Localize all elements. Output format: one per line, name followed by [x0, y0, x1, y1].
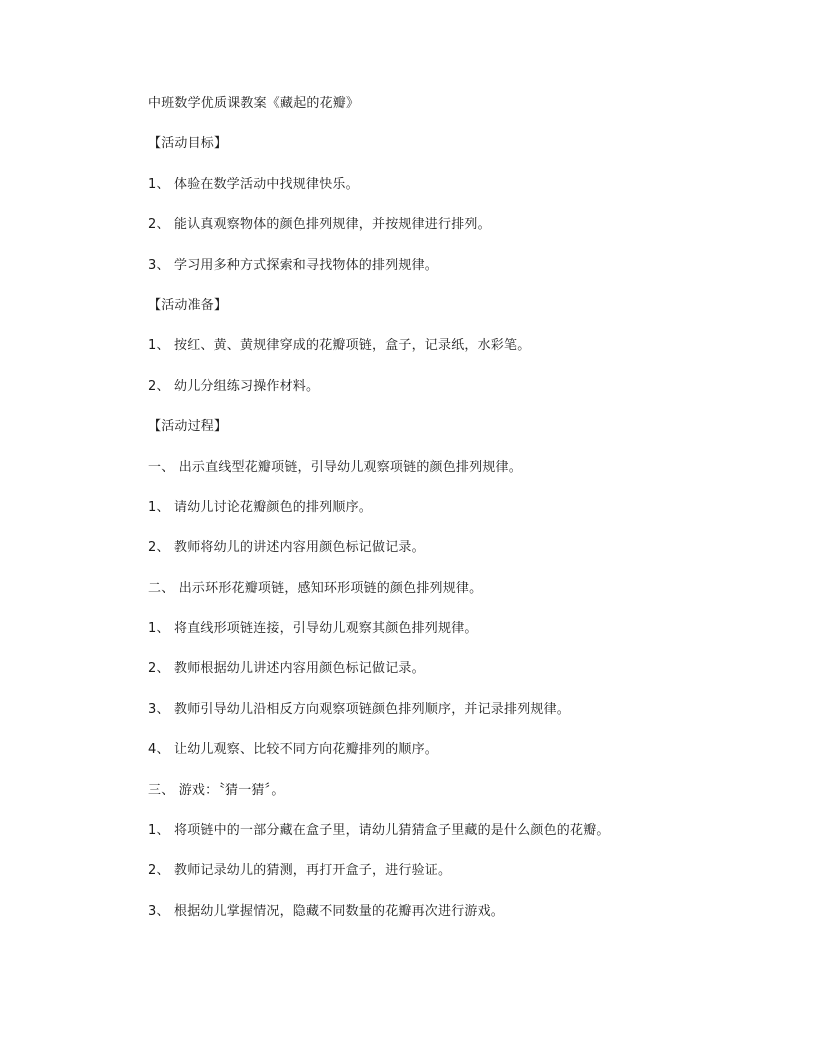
process-step-1: 一、 出示直线型花瓣项链，引导幼儿观察项链的颜色排列规律。	[148, 459, 522, 475]
section-heading-process: 【活动过程】	[148, 419, 228, 435]
preparation-item-2: 2、 幼儿分组练习操作材料。	[148, 378, 320, 394]
goal-item-3: 3、 学习用多种方式探索和寻找物体的排列规律。	[148, 257, 439, 273]
process-step-3-item-2: 2、 教师记录幼儿的猜测，再打开盒子，进行验证。	[148, 863, 452, 879]
preparation-item-1: 1、 按红、黄、黄规律穿成的花瓣项链，盒子，记录纸，水彩笔。	[148, 338, 531, 354]
goal-item-1: 1、 体验在数学活动中找规律快乐。	[148, 176, 359, 192]
process-step-2-item-1: 1、 将直线形项链连接，引导幼儿观察其颜色排列规律。	[148, 621, 478, 637]
process-step-1-item-1: 1、 请幼儿讨论花瓣颜色的排列顺序。	[148, 499, 373, 515]
process-step-2-item-2: 2、 教师根据幼儿讲述内容用颜色标记做记录。	[148, 661, 425, 677]
goal-item-2: 2、 能认真观察物体的颜色排列规律，并按规律进行排列。	[148, 217, 491, 233]
process-step-3-item-1: 1、 将项链中的一部分藏在盒子里，请幼儿猜猜盒子里藏的是什么颜色的花瓣。	[148, 823, 610, 839]
document-title: 中班数学优质课教案《藏起的花瓣》	[148, 96, 360, 111]
process-step-3-item-3: 3、 根据幼儿掌握情况，隐藏不同数量的花瓣再次进行游戏。	[148, 903, 505, 919]
document-body	[148, 96, 708, 944]
process-step-1-item-2: 2、 教师将幼儿的讲述内容用颜色标记做记录。	[148, 540, 425, 556]
process-step-2-item-3: 3、 教师引导幼儿沿相反方向观察项链颜色排列顺序，并记录排列规律。	[148, 701, 571, 717]
section-heading-goals: 【活动目标】	[148, 136, 228, 152]
process-step-3: 三、 游戏：〝猜一猜〞。	[148, 782, 285, 798]
section-heading-preparation: 【活动准备】	[148, 297, 228, 313]
process-step-2: 二、 出示环形花瓣项链，感知环形项链的颜色排列规律。	[148, 580, 483, 596]
process-step-2-item-4: 4、 让幼儿观察、比较不同方向花瓣排列的顺序。	[148, 742, 439, 758]
